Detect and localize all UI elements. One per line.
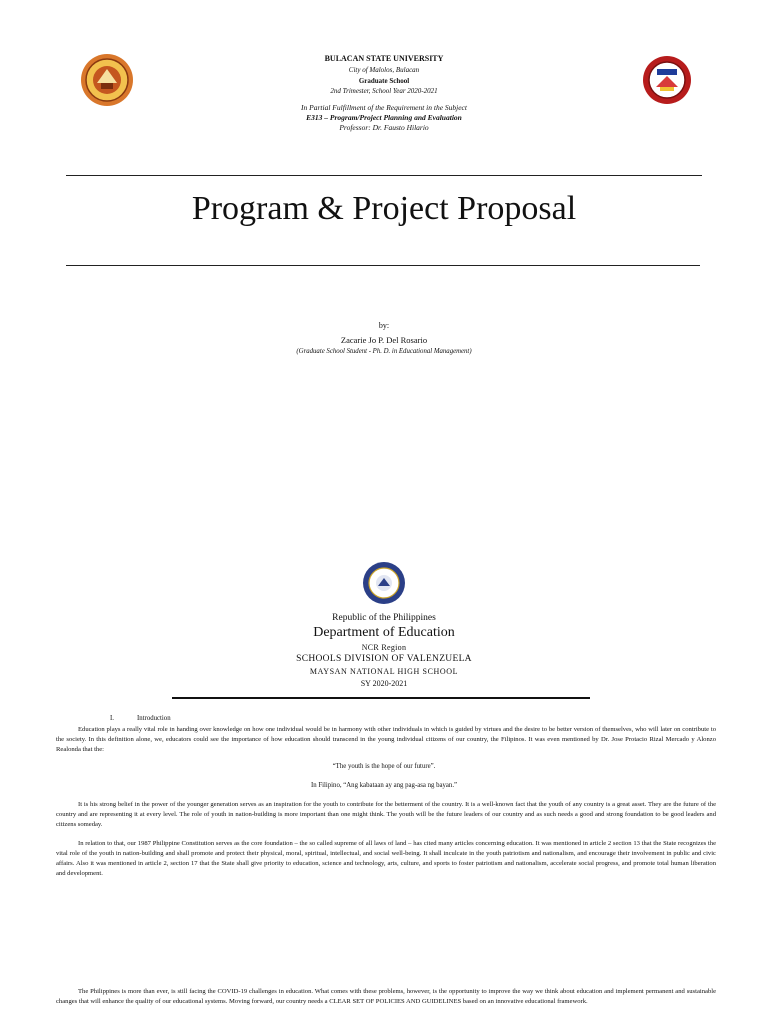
university-name: BULACAN STATE UNIVERSITY xyxy=(324,54,444,63)
paragraph-covid: The Philippines is more than ever, is still facing the COVID-19 challenges in education. What comes with these problems, however, is the opportunity to improve the way we think about education and implement permanent and sustainable changes that will enhance the quality of our educational systems. Moving forward, our country needs a CLEAR SET OF POLICIES AND GUIDELINES based on an innovative educational framework. xyxy=(56,988,716,1005)
section-number: I. xyxy=(110,715,114,722)
paragraph-intro: Education plays a really vital role in handing over knowledge on how one individual would be in harmony with other individuals in which is guided by virtues and the desire to be better version of themselves, who will later on contribute to the society. In this definition alone, we, educators could see the importance of how education should transcend in the young individual citizens of our country, the Filipinos. It was even mentioned by Dr. Jose Protacio Rizal Mercado y Alonzo Realonda that the: xyxy=(56,726,716,753)
title-top-rule xyxy=(66,175,702,176)
paragraph-youth: It is his strong belief in the power of the younger generation serves as an inspiration for the youth to contribute for the betterment of the country. It is a well-known fact that the youth of any country is a great asset. They are the future of the country and are representing it at every level. The role of youth in nation-building is more important than one might think. The youth will be the future leaders of our country and as such needs a good and strong foundation to be good leaders and citizens someday. xyxy=(56,801,716,828)
subject-text: E313 – Program/Project Planning and Evaluation xyxy=(306,113,462,122)
author-name: Zacarie Jo P. Del Rosario xyxy=(340,335,428,345)
by-label: by: xyxy=(378,321,390,330)
rizal-quote: “The youth is the hope of our future”. xyxy=(332,763,436,770)
author-role: (Graduate School Student - Ph. D. in Educational Management) xyxy=(296,348,472,355)
deped-seal-logo xyxy=(362,561,406,605)
filipino-quote: In Filipino, “Ang kabataan ay ang pag-asa ng bayan.” xyxy=(310,782,458,789)
region-label: NCR Region xyxy=(361,643,407,652)
university-city: City of Malolos, Bulacan xyxy=(348,66,420,74)
republic-label: Republic of the Philippines xyxy=(332,613,436,623)
department-label: Department of Education xyxy=(313,625,455,640)
paragraph-constitution: In relation to that, our 1987 Philippine Constitution serves as the core foundation – the so called supreme of all laws of land – has cited many articles concerning education. It was mentioned in article 2 section 13 that the State recognizes the vital role of the youth in nation-building and shall promote and protect their physical, moral, spiritual, intellectual, and social well-being. It shall inculcate in the youth patriotism and nationalism, and encourage their involvement in public and civic affairs. Also it was mentioned in article 2, section 17 that the State shall give priority to education, science and technology, arts, culture, and sports to foster patriotism and nationalism, accelerate social progress, and promote total human liberation and development. xyxy=(56,840,716,877)
school-label: MAYSAN NATIONAL HIGH SCHOOL xyxy=(309,667,459,676)
document-title: Program & Project Proposal xyxy=(191,190,577,227)
graduate-school-label: Graduate School xyxy=(358,77,410,85)
term-label: 2nd Trimester, School Year 2020-2021 xyxy=(330,87,438,95)
division-label: SCHOOLS DIVISION OF VALENZUELA xyxy=(296,654,472,664)
fulfillment-text: In Partial Fulfillment of the Requirement in the Subject xyxy=(301,103,467,112)
school-year-label: SY 2020-2021 xyxy=(360,679,408,688)
deped-header-rule xyxy=(172,697,590,699)
title-bottom-rule xyxy=(66,265,700,266)
section-title: Introduction xyxy=(137,715,171,722)
professor-text: Professor: Dr. Fausto Hilario xyxy=(339,123,429,132)
